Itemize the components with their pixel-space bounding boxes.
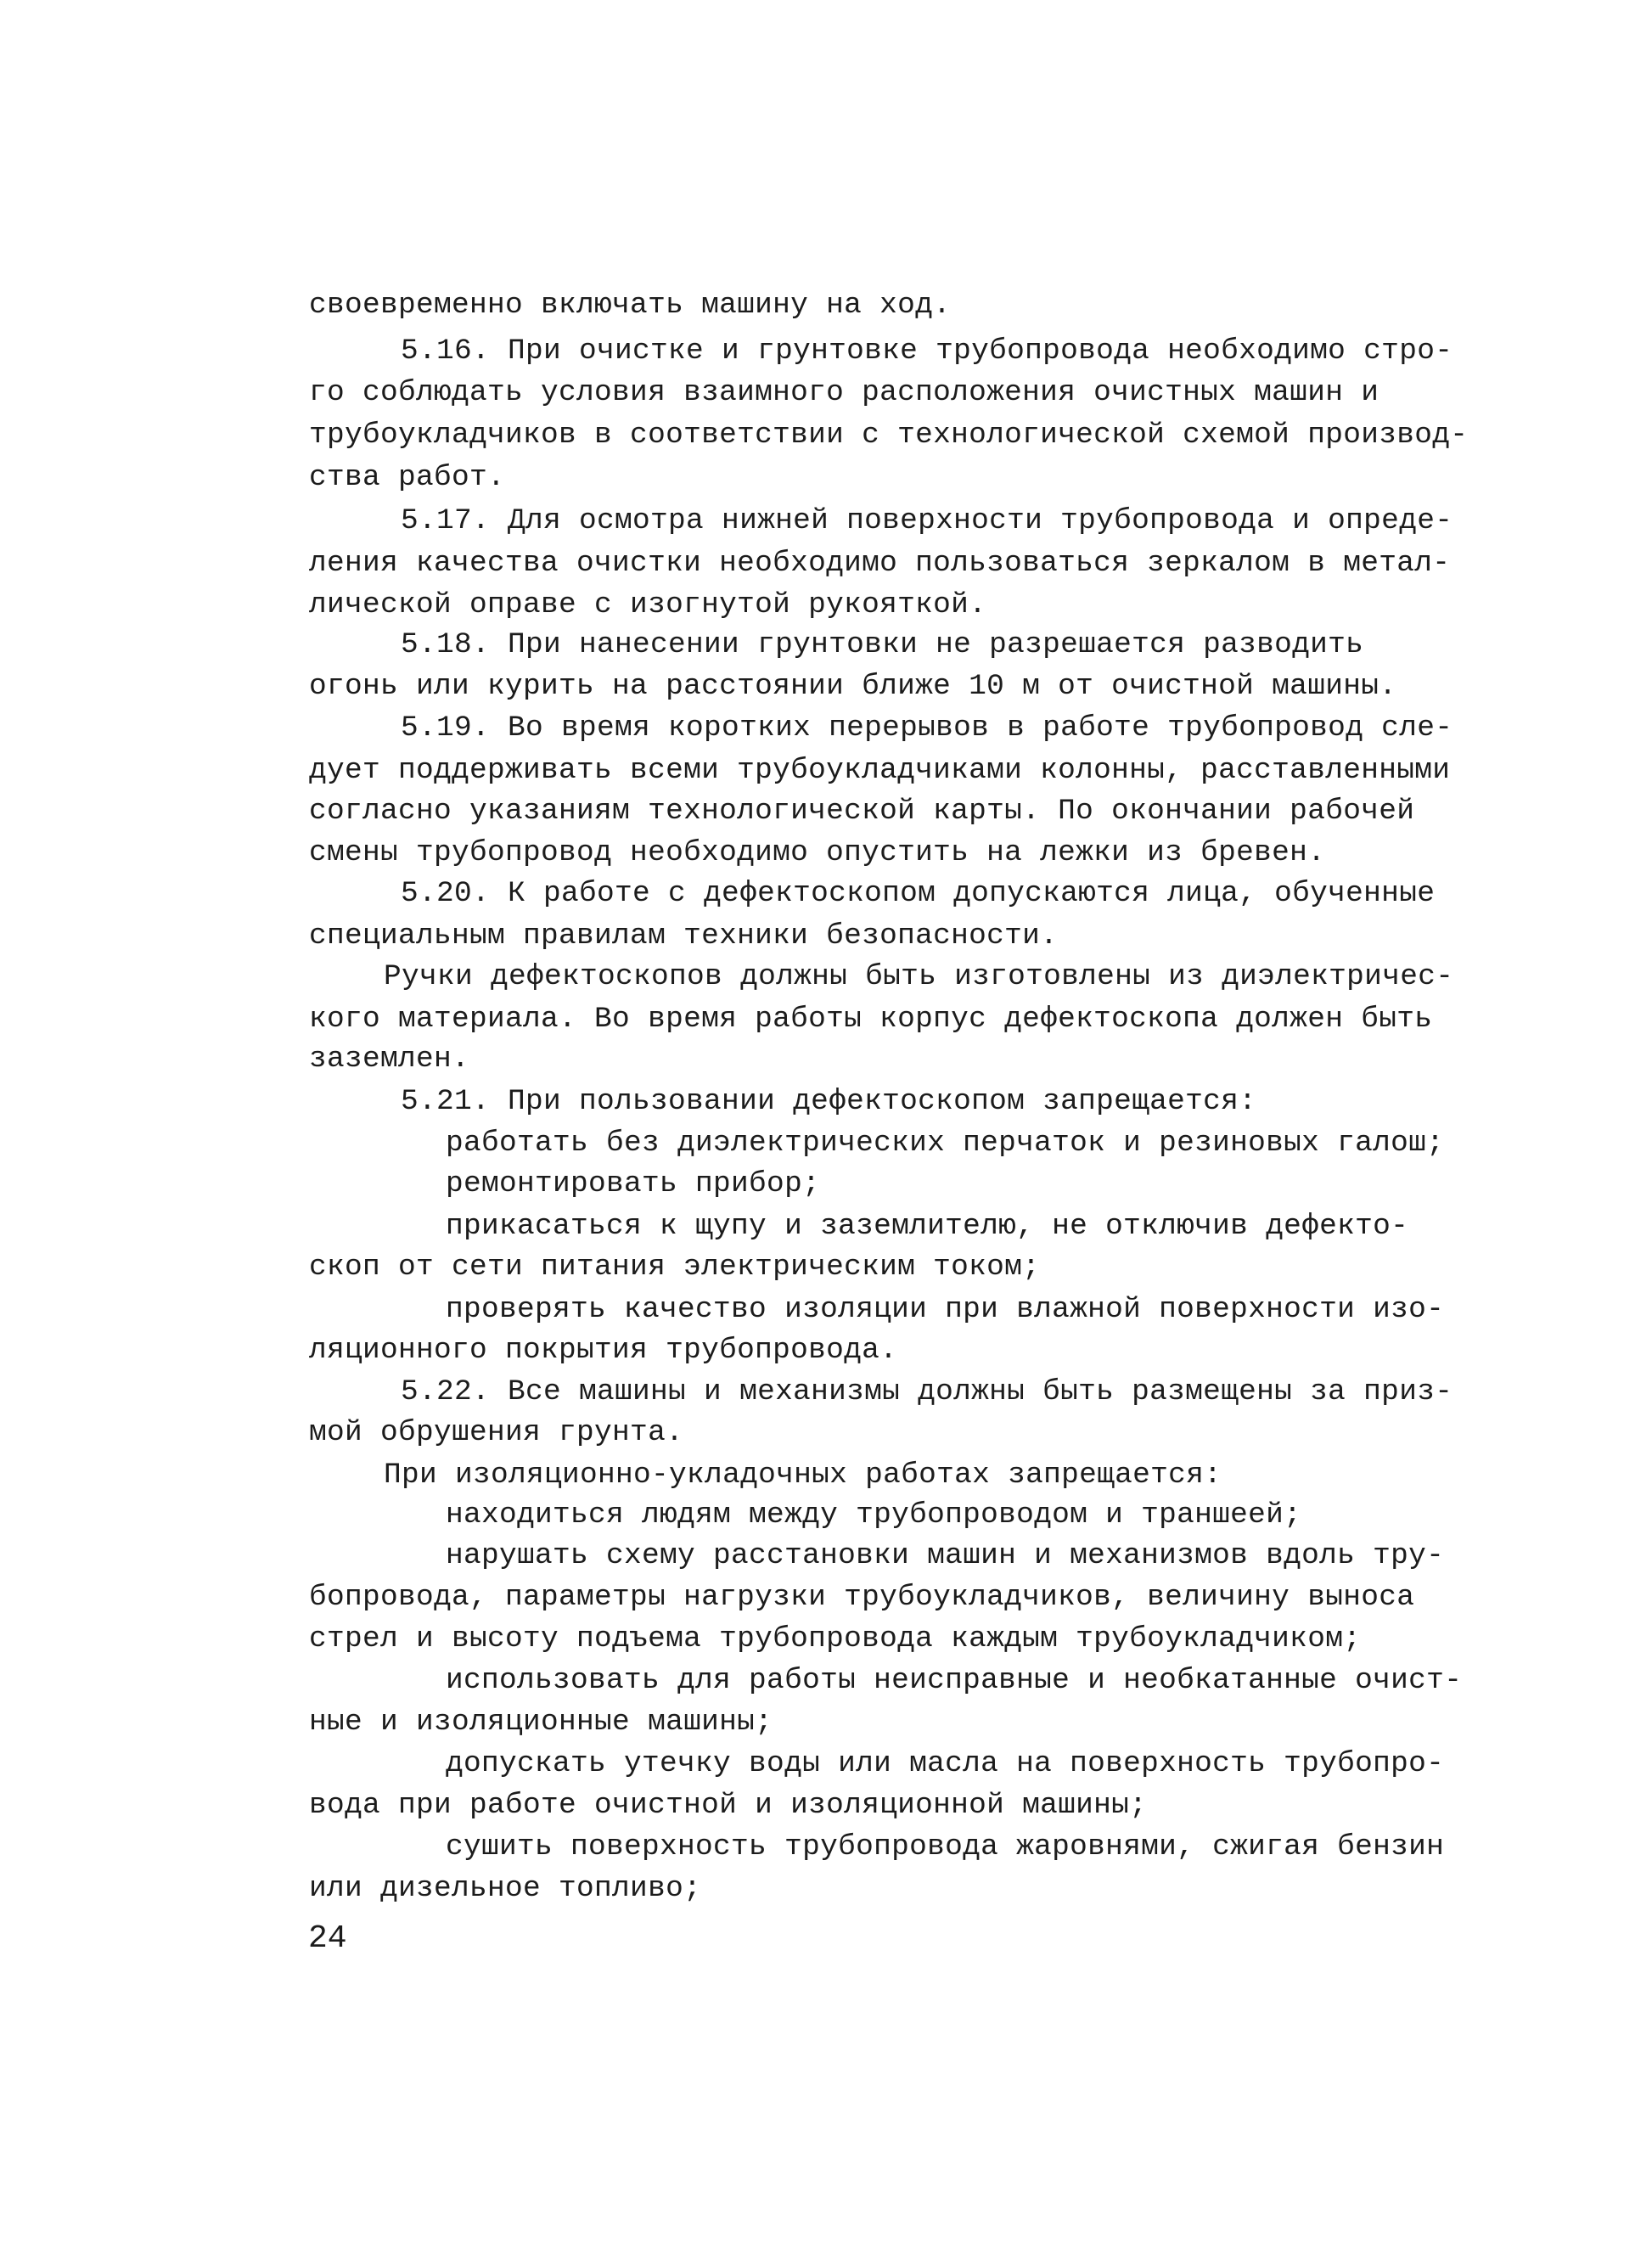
text-line: находиться людям между трубопроводом и траншеей;	[446, 1498, 1302, 1532]
text-line: смены трубопровод необходимо опустить на лежки из бревен.	[309, 836, 1326, 869]
text-line: ляционного покрытия трубопровода.	[309, 1334, 898, 1367]
text-line: допускать утечку воды или масла на поверхность трубопро-	[446, 1747, 1445, 1780]
text-line: проверять качество изоляции при влажной поверхности изо-	[446, 1293, 1445, 1326]
text-line: сушить поверхность трубопровода жаровнями, сжигая бензин	[446, 1830, 1445, 1863]
text-line: Ручки дефектоскопов должны быть изготовлены из диэлектричес-	[384, 960, 1454, 993]
text-line: заземлен.	[309, 1043, 470, 1076]
text-line: вода при работе очистной и изоляционной машины;	[309, 1789, 1148, 1822]
text-line: бопровода, параметры нагрузки трубоукладчиков, величину выноса	[309, 1581, 1415, 1614]
text-line: 5.19. Во время коротких перерывов в работе трубопровод сле-	[401, 711, 1453, 745]
page-number: 24	[308, 1920, 347, 1957]
text-line: ления качества очистки необходимо пользоваться зеркалом в метал-	[309, 547, 1451, 580]
text-line: 5.18. При нанесении грунтовки не разрешается разводить	[401, 628, 1364, 661]
text-line: ремонтировать прибор;	[446, 1167, 821, 1200]
text-line: го соблюдать условия взаимного расположения очистных машин и	[309, 376, 1379, 409]
text-line: или дизельное топливо;	[309, 1872, 702, 1905]
text-line: ные и изоляционные машины;	[309, 1706, 773, 1739]
text-line: 5.20. К работе с дефектоскопом допускаются лица, обученные	[401, 877, 1436, 910]
text-line: 5.16. При очистке и грунтовке трубопровода необходимо стро-	[401, 334, 1453, 368]
text-line: стрел и высоту подъема трубопровода каждым трубоукладчиком;	[309, 1622, 1362, 1655]
text-line: скоп от сети питания электрическим током;	[309, 1251, 1041, 1284]
text-line: 5.17. Для осмотра нижней поверхности трубопровода и опреде-	[401, 504, 1453, 537]
text-line: При изоляционно-укладочных работах запрещается:	[384, 1459, 1222, 1492]
text-line: специальным правилам техники безопасности.	[309, 919, 1059, 953]
text-line: дует поддерживать всеми трубоукладчиками колонны, расставленными	[309, 754, 1451, 787]
text-line: прикасаться к щупу и заземлителю, не отключив дефекто-	[446, 1210, 1409, 1243]
text-line: трубоукладчиков в соответствии с технологической схемой производ-	[309, 419, 1469, 452]
text-line: своевременно включать машину на ход.	[309, 289, 952, 322]
text-line: лической оправе с изогнутой рукояткой.	[309, 588, 987, 621]
text-line: мой обрушения грунта.	[309, 1416, 684, 1449]
text-line: 5.21. При пользовании дефектоскопом запрещается:	[401, 1085, 1257, 1118]
text-line: использовать для работы неисправные и необкатанные очист-	[446, 1664, 1463, 1697]
text-line: ства работ.	[309, 461, 506, 494]
text-line: согласно указаниям технологической карты. По окончании рабочей	[309, 795, 1415, 828]
text-line: кого материала. Во время работы корпус дефектоскопа должен быть	[309, 1003, 1433, 1036]
text-line: нарушать схему расстановки машин и механизмов вдоль тру-	[446, 1539, 1445, 1572]
text-line: работать без диэлектрических перчаток и резиновых галош;	[446, 1127, 1445, 1160]
text-line: 5.22. Все машины и механизмы должны быть размещены за приз-	[401, 1375, 1453, 1408]
text-line: огонь или курить на расстоянии ближе 10 м от очистной машины.	[309, 670, 1397, 703]
